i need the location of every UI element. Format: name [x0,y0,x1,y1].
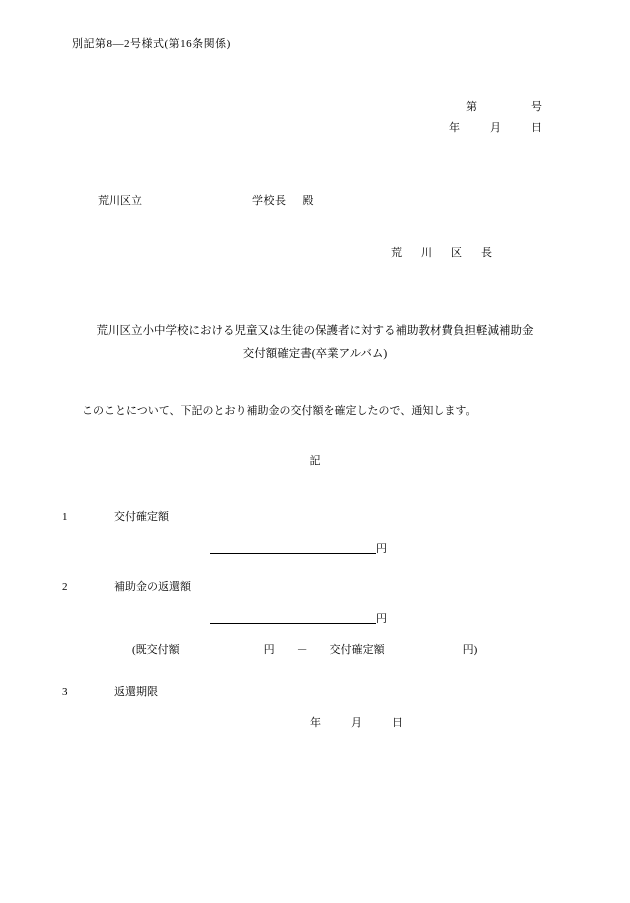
document-number-line [60,97,542,118]
document-date-month: 月 [490,122,501,134]
item-2 [60,578,570,657]
item-1-number: 1 [62,511,68,523]
document-date-year: 年 [449,122,460,134]
document-date-day: 日 [531,122,542,134]
item-3-date-line [310,714,570,730]
addressee-school: 学校長 [252,195,287,207]
spacer-2 [60,657,570,683]
item-1 [60,508,570,556]
document-title-line1: 荒川区立小中学校における児童又は生徒の保護者に対する補助教材費負担軽減補助金 [96,325,534,337]
item-2-amount-line [210,610,570,626]
addressee-line [98,192,570,208]
item-2-calc-unit2: 円) [462,644,478,656]
document-number-block [60,97,570,139]
items-list [60,508,570,730]
item-2-amount-unit: 円 [376,613,387,625]
item-3-date-day: 日 [392,717,403,729]
item-2-calc-line [132,641,570,657]
item-2-head [60,578,570,594]
item-1-amount-unit: 円 [376,543,387,555]
item-2-calc-minus: － [296,644,308,656]
item-1-amount-blank [210,541,376,554]
item-3-date-month: 月 [351,717,362,729]
item-1-amount-line [210,540,570,556]
item-3-number: 3 [62,686,68,698]
form-number: 別記第8―2号様式(第16条関係) [72,38,231,50]
ki-marker: 記 [309,455,321,467]
item-1-label: 交付確定額 [114,511,169,523]
issuer-name: 荒 川 区 長 [391,247,496,259]
document-title-line2: 交付額確定書(卒業アルバム) [242,348,388,360]
addressee-honorific: 殿 [302,195,314,207]
item-2-amount-blank [210,611,376,624]
document-number-prefix: 第 [466,101,477,113]
item-2-calc-term2: 交付確定額 [329,644,385,656]
item-2-label: 補助金の返還額 [114,581,191,593]
item-2-calc-open: (既交付額 [132,644,180,656]
document-number-suffix: 号 [531,101,542,113]
document-date-line [60,118,542,139]
item-2-number: 2 [62,581,68,593]
item-3-date-year: 年 [310,717,321,729]
addressee-prefix: 荒川区立 [98,195,142,207]
item-3 [60,683,570,730]
spacer-1 [60,556,570,578]
document-title [60,320,570,366]
lead-sentence: このことについて、下記のとおり補助金の交付額を確定したので、通知します。 [82,405,477,417]
item-2-calc-unit1: 円 [263,644,275,656]
item-3-head [60,683,570,699]
item-1-head [60,508,570,524]
item-3-label: 返還期限 [114,686,158,698]
